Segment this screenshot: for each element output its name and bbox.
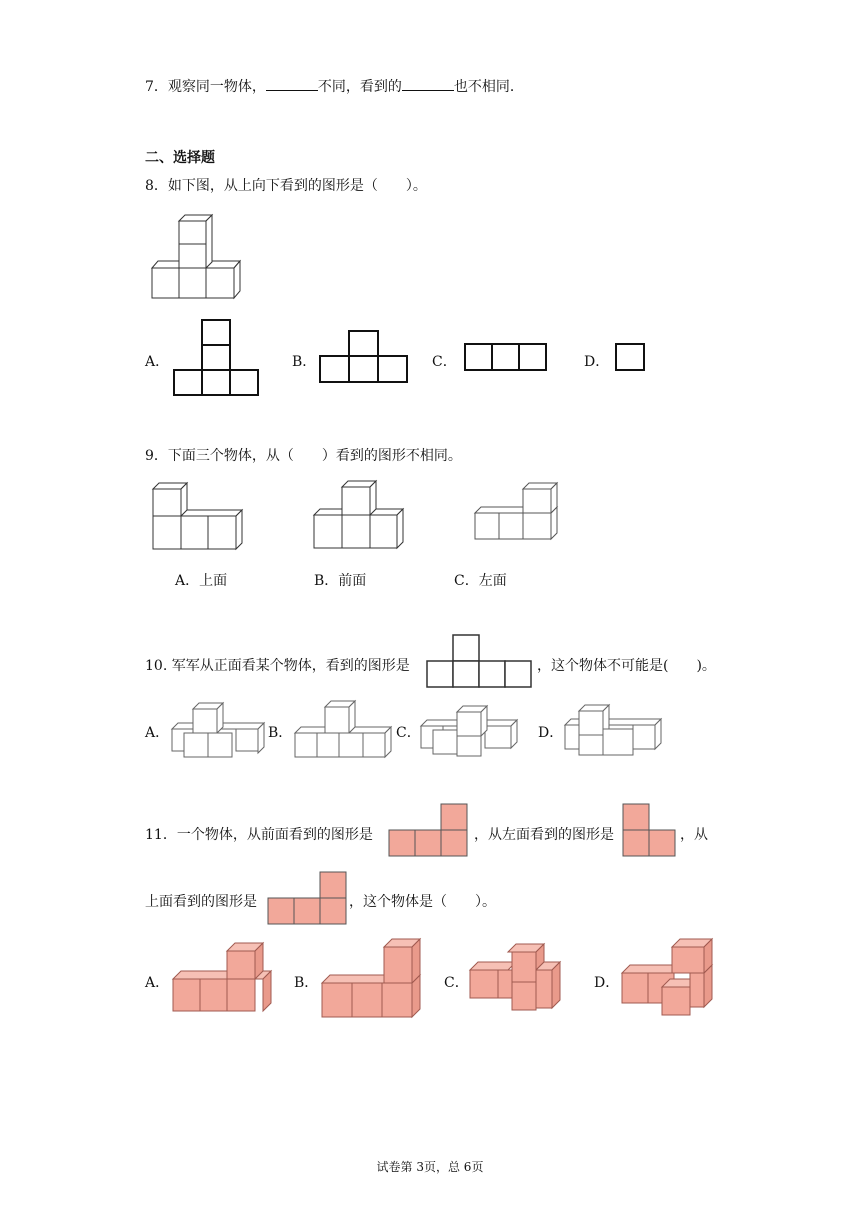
q10-front-view: [426, 634, 536, 690]
q7-text-2: 不同，看到的: [317, 79, 402, 95]
q9-option-b[interactable]: B．前面: [314, 573, 367, 589]
q8-stem: 8．如下图，从上向下看到的图形是（ ）。: [145, 178, 427, 194]
q10-option-d[interactable]: D．: [538, 725, 564, 741]
q8-option-a-figure: [173, 319, 261, 397]
q11-option-a-figure: [171, 941, 277, 1013]
q7-blank-1[interactable]: [266, 76, 318, 91]
q8-option-c[interactable]: C．: [432, 354, 457, 370]
q7-number: 7．: [145, 79, 168, 95]
q7-text-3: 也不相同．: [453, 79, 524, 95]
q9-option-c[interactable]: C．左面: [454, 573, 507, 589]
q8-figure: [150, 213, 245, 301]
q8-option-d[interactable]: D．: [584, 354, 610, 370]
q11-line2-a: 上面看到的图形是: [145, 894, 257, 910]
q10-option-c-figure: [419, 704, 521, 760]
q10-option-b-figure: [293, 699, 395, 761]
question-7: [145, 76, 524, 96]
page-footer: 试卷第 3页，总 6页: [376, 1160, 484, 1174]
q11-top-view: [266, 871, 348, 927]
q9-object-1: [150, 481, 246, 553]
q11-line2-b: ，这个物体是（ ）。: [349, 894, 496, 910]
q7-text-1: 观察同一物体，: [167, 79, 266, 95]
q10-stem-before: 10. 军军从正面看某个物体，看到的图形是: [145, 658, 410, 674]
q11-line1-b: ，从左面看到的图形是: [474, 827, 614, 843]
q10-option-d-figure: [563, 703, 665, 759]
q11-option-d[interactable]: D．: [594, 975, 620, 991]
q11-option-d-figure: [618, 937, 716, 1017]
q11-option-b-figure: [320, 937, 426, 1019]
q11-line1-c: ，从: [680, 827, 708, 843]
q11-line1-a: 11．一个物体，从前面看到的图形是: [145, 827, 373, 843]
q9-object-2: [311, 479, 407, 551]
q9-option-a[interactable]: A．上面: [175, 573, 228, 589]
q10-option-c[interactable]: C．: [396, 725, 421, 741]
q7-blank-2[interactable]: [402, 76, 454, 91]
q10-option-a-figure: [170, 701, 266, 757]
q10-option-b[interactable]: B．: [268, 725, 293, 741]
q8-option-a[interactable]: A．: [145, 354, 170, 370]
q8-option-d-figure: [615, 343, 648, 373]
q11-option-c-figure: [468, 942, 564, 1014]
q10-option-a[interactable]: A．: [145, 725, 170, 741]
q11-front-view: [387, 803, 469, 859]
q9-stem: 9．下面三个物体，从（ ）看到的图形不相同。: [145, 448, 462, 464]
q11-left-view: [621, 803, 677, 859]
q8-option-b[interactable]: B．: [292, 354, 317, 370]
q8-option-b-figure: [319, 330, 411, 385]
q11-option-b[interactable]: B．: [294, 975, 319, 991]
q10-stem-after: ，这个物体不可能是( )。: [537, 658, 716, 674]
section-title: 二、选择题: [145, 150, 215, 166]
q9-object-3: [472, 481, 562, 543]
q11-option-a[interactable]: A．: [145, 975, 170, 991]
q11-option-c[interactable]: C．: [444, 975, 469, 991]
q8-option-c-figure: [464, 343, 550, 373]
